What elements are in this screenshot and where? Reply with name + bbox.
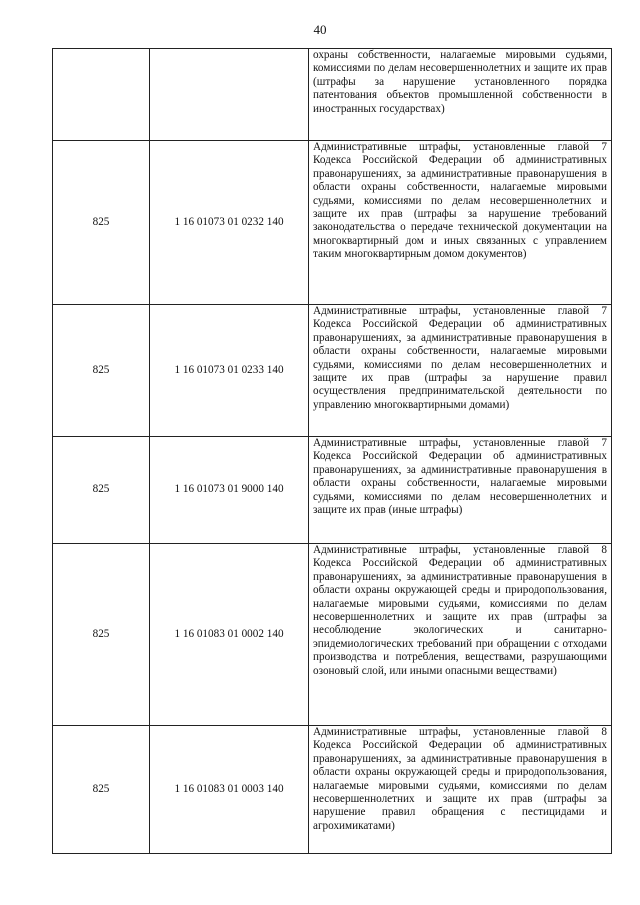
- description-cell: охраны собственности, налагаемые мировыми судьями, комиссиями по делам несовершеннолетних и защите их прав (штрафы за нарушение установленного порядка патентования объектов промышленной собственности в иностранных государствах): [309, 49, 612, 141]
- budget-codes-table: [52, 48, 612, 854]
- admin-code-cell: 825: [53, 437, 150, 544]
- admin-code-cell: 825: [53, 305, 150, 437]
- kbk-code-cell: 1 16 01083 01 0002 140: [150, 544, 309, 726]
- kbk-code-cell: [150, 49, 309, 141]
- kbk-code-cell: 1 16 01073 01 9000 140: [150, 437, 309, 544]
- description-cell: Административные штрафы, установленные главой 7 Кодекса Российской Федерации об административных правонарушениях, за административные правонарушения в области охраны собственности, налагаемые мировыми судьями, комиссиями по делам несовершеннолетних и защите их прав (иные штрафы): [309, 437, 612, 544]
- table-row: [53, 726, 612, 854]
- kbk-code-cell: 1 16 01083 01 0003 140: [150, 726, 309, 854]
- table-row: [53, 437, 612, 544]
- table-row: [53, 141, 612, 305]
- kbk-code-cell: 1 16 01073 01 0232 140: [150, 141, 309, 305]
- admin-code-cell: 825: [53, 141, 150, 305]
- table-row: [53, 544, 612, 726]
- admin-code-cell: 825: [53, 544, 150, 726]
- table-row: [53, 305, 612, 437]
- description-cell: Административные штрафы, установленные главой 8 Кодекса Российской Федерации об административных правонарушениях, за административные правонарушения в области охраны окружающей среды и природопользования, налагаемые мировыми судьями, комиссиями по делам несовершеннолетних и защите их прав (штрафы за нарушение правил обращения с пестицидами и агрохимикатами): [309, 726, 612, 854]
- description-cell: Административные штрафы, установленные главой 8 Кодекса Российской Федерации об административных правонарушениях, за административные правонарушения в области охраны окружающей среды и природопользования, налагаемые мировыми судьями, комиссиями по делам несовершеннолетних и защите их прав (штрафы за несоблюдение экологических и санитарно-эпидемиологических требований при обращении с отходами производства и потребления, веществами, разрушающими озоновый слой, или иными опасными веществами): [309, 544, 612, 726]
- description-cell: Административные штрафы, установленные главой 7 Кодекса Российской Федерации об административных правонарушениях, за административные правонарушения в области охраны собственности, налагаемые мировыми судьями, комиссиями по делам несовершеннолетних и защите их прав (штрафы за нарушение требований законодательства о передаче технической документации на многоквартирный дом и иных связанных с управлением таким многоквартирным домом документов): [309, 141, 612, 305]
- table-row: [53, 49, 612, 141]
- page-number: 40: [313, 22, 327, 37]
- description-cell: Административные штрафы, установленные главой 7 Кодекса Российской Федерации об административных правонарушениях, за административные правонарушения в области охраны собственности, налагаемые мировыми судьями, комиссиями по делам несовершеннолетних и защите их прав (штрафы за нарушение правил осуществления предпринимательской деятельности по управлению многоквартирными домами): [309, 305, 612, 437]
- admin-code-cell: 825: [53, 726, 150, 854]
- kbk-code-cell: 1 16 01073 01 0233 140: [150, 305, 309, 437]
- admin-code-cell: [53, 49, 150, 141]
